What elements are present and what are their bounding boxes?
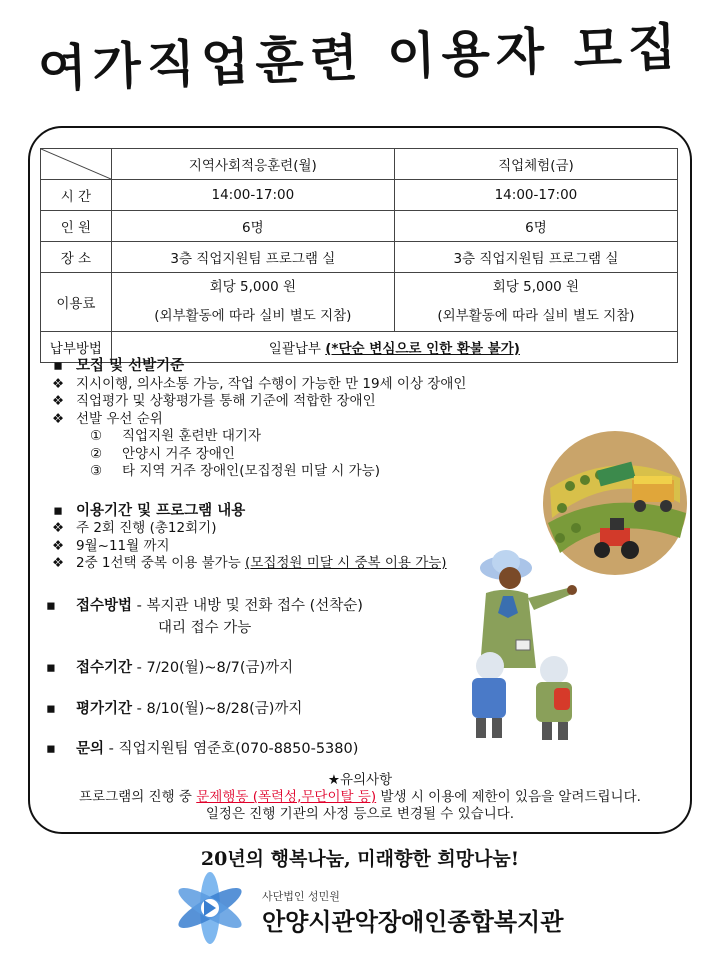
notice-box: [28, 772, 692, 823]
diagonal-divider-icon: [41, 149, 111, 179]
teacher-children-icon: [458, 548, 588, 743]
diamond-bullet-icon: ❖: [51, 520, 65, 536]
priority-text: 안양시 거주 장애인: [122, 445, 235, 462]
item-text: 지시이행, 의사소통 가능, 작업 수행이 가능한 만 19세 이상 장애인: [76, 375, 467, 392]
row-label: 시 간: [41, 180, 112, 211]
table-header-row: [41, 149, 678, 180]
table-corner-cell: [41, 149, 112, 180]
priority-text: 타 지역 거주 장애인(모집정원 미달 시 가능): [122, 463, 380, 479]
list-item: [46, 520, 526, 538]
refund-note: (*단순 변심으로 인한 환불 불가): [325, 341, 520, 357]
recruit-section: [46, 358, 526, 573]
eval-period-value: - 8/10(월)~8/28(금)까지: [132, 701, 303, 717]
diamond-bullet-icon: ❖: [51, 375, 65, 392]
item-text: 주 2회 진행 (총12회기): [76, 520, 217, 536]
apply-method-value2: 대리 접수 가능: [158, 620, 252, 636]
row-label: 인 원: [41, 211, 112, 242]
item-text: 9월~11월 까지: [76, 537, 170, 554]
square-bullet-icon: ▪: [46, 741, 56, 757]
info-table: [40, 148, 678, 363]
col2-header: 직업체험(금): [394, 149, 677, 180]
list-item: [46, 538, 526, 556]
notice-text: 발생 시 이용에 제한이 있음을 알려드립니다.: [376, 789, 641, 805]
row-label: 납부방법: [41, 332, 112, 363]
payment-method: 일괄납부: [268, 341, 326, 357]
priority-number: ①: [90, 428, 103, 444]
col1-header: 지역사회적응훈련(월): [111, 149, 394, 180]
square-bullet-icon: ▪: [53, 358, 63, 374]
list-item: [46, 376, 526, 394]
apply-period-value: - 7/20(월)~8/7(금)까지: [132, 660, 294, 676]
priority-item: [46, 428, 526, 446]
fee-col2: [394, 273, 677, 332]
priority-number: ③: [90, 463, 103, 479]
place-col2: 3층 직업지원팀 프로그램 실: [394, 242, 677, 273]
priority-number: ②: [90, 445, 103, 462]
people-col2: 6명: [394, 211, 677, 242]
notice-warning: 문제행동 (폭력성,무단이탈 등): [196, 789, 377, 805]
time-col2: 14:00-17:00: [394, 180, 677, 211]
diamond-bullet-icon: ❖: [51, 537, 65, 554]
square-bullet-icon: ▪: [53, 502, 63, 519]
notice-text: 프로그램의 진행 중: [79, 789, 197, 805]
priority-item: [46, 463, 526, 481]
priority-item: [46, 446, 526, 464]
apply-method-value: - 복지관 내방 및 전화 접수 (선착순): [132, 598, 363, 614]
item-text: 직업평가 및 상황평가를 통해 기준에 적합한 장애인: [76, 393, 376, 409]
place-col1: 3층 직업지원팀 프로그램 실: [111, 242, 394, 273]
section-title: 모집 및 선발기준: [76, 358, 185, 374]
apply-method-row: [46, 594, 363, 615]
people-col1: 6명: [111, 211, 394, 242]
list-item: [46, 411, 526, 429]
page-title: 여가직업훈련 이용자 모집: [37, 16, 684, 99]
section-title: 이용기간 및 프로그램 내용: [76, 502, 246, 519]
fee-note: (외부활동에 따라 실비 별도 지참): [437, 308, 635, 324]
row-label: 이용료: [41, 273, 112, 332]
eval-period-key: 평가기간: [76, 701, 133, 717]
table-row: [41, 211, 678, 242]
notice-line2: 일정은 진행 기관의 사정 등으로 변경될 수 있습니다.: [205, 806, 515, 822]
notice-line1: [28, 789, 692, 806]
fee-note: (외부활동에 따라 실비 별도 지참): [154, 308, 352, 324]
square-bullet-icon: ▪: [46, 598, 56, 614]
table-row: [41, 273, 678, 332]
square-bullet-icon: ▪: [46, 701, 56, 717]
table-row: [41, 242, 678, 273]
contact-key: 문의: [76, 741, 105, 757]
square-bullet-icon: ▪: [46, 660, 56, 676]
diamond-bullet-icon: ❖: [51, 555, 65, 571]
star-logo-icon: [168, 866, 252, 950]
apply-method-key: 접수방법: [76, 598, 133, 614]
list-item: [46, 393, 526, 411]
table-row: [41, 180, 678, 211]
time-col1: 14:00-17:00: [111, 180, 394, 211]
row-label: 장 소: [41, 242, 112, 273]
org-name: 안양시관악장애인종합복지관: [262, 908, 564, 936]
eval-period-row: [46, 697, 302, 718]
apply-period-key: 접수기간: [76, 660, 133, 676]
section-heading: [46, 358, 526, 376]
diamond-bullet-icon: ❖: [51, 393, 65, 409]
item-text: 선발 우선 순위: [76, 410, 163, 427]
notice-title: ★유의사항: [327, 772, 393, 788]
contact-row: [46, 737, 358, 758]
fee-amount: 회당 5,000 원: [492, 279, 580, 295]
list-item: [46, 555, 526, 573]
diamond-bullet-icon: ❖: [51, 410, 65, 427]
item-underline-text: (모집정원 미달 시 중복 이용 가능): [245, 555, 447, 571]
apply-period-row: [46, 656, 293, 677]
org-subtitle: 사단법인 성민원: [262, 890, 340, 903]
fee-col1: [111, 273, 394, 332]
contact-value: - 직업지원팀 염준호(070-8850-5380): [104, 741, 359, 757]
fee-amount: 회당 5,000 원: [209, 279, 296, 295]
slogan: 20년의 행복나눔, 미래향한 희망나눔!: [200, 848, 520, 870]
section-heading: [46, 503, 526, 521]
priority-text: 직업지원 훈련반 대기자: [122, 428, 261, 444]
item-text: 2중 1선택 중복 이용 불가능: [76, 555, 246, 571]
